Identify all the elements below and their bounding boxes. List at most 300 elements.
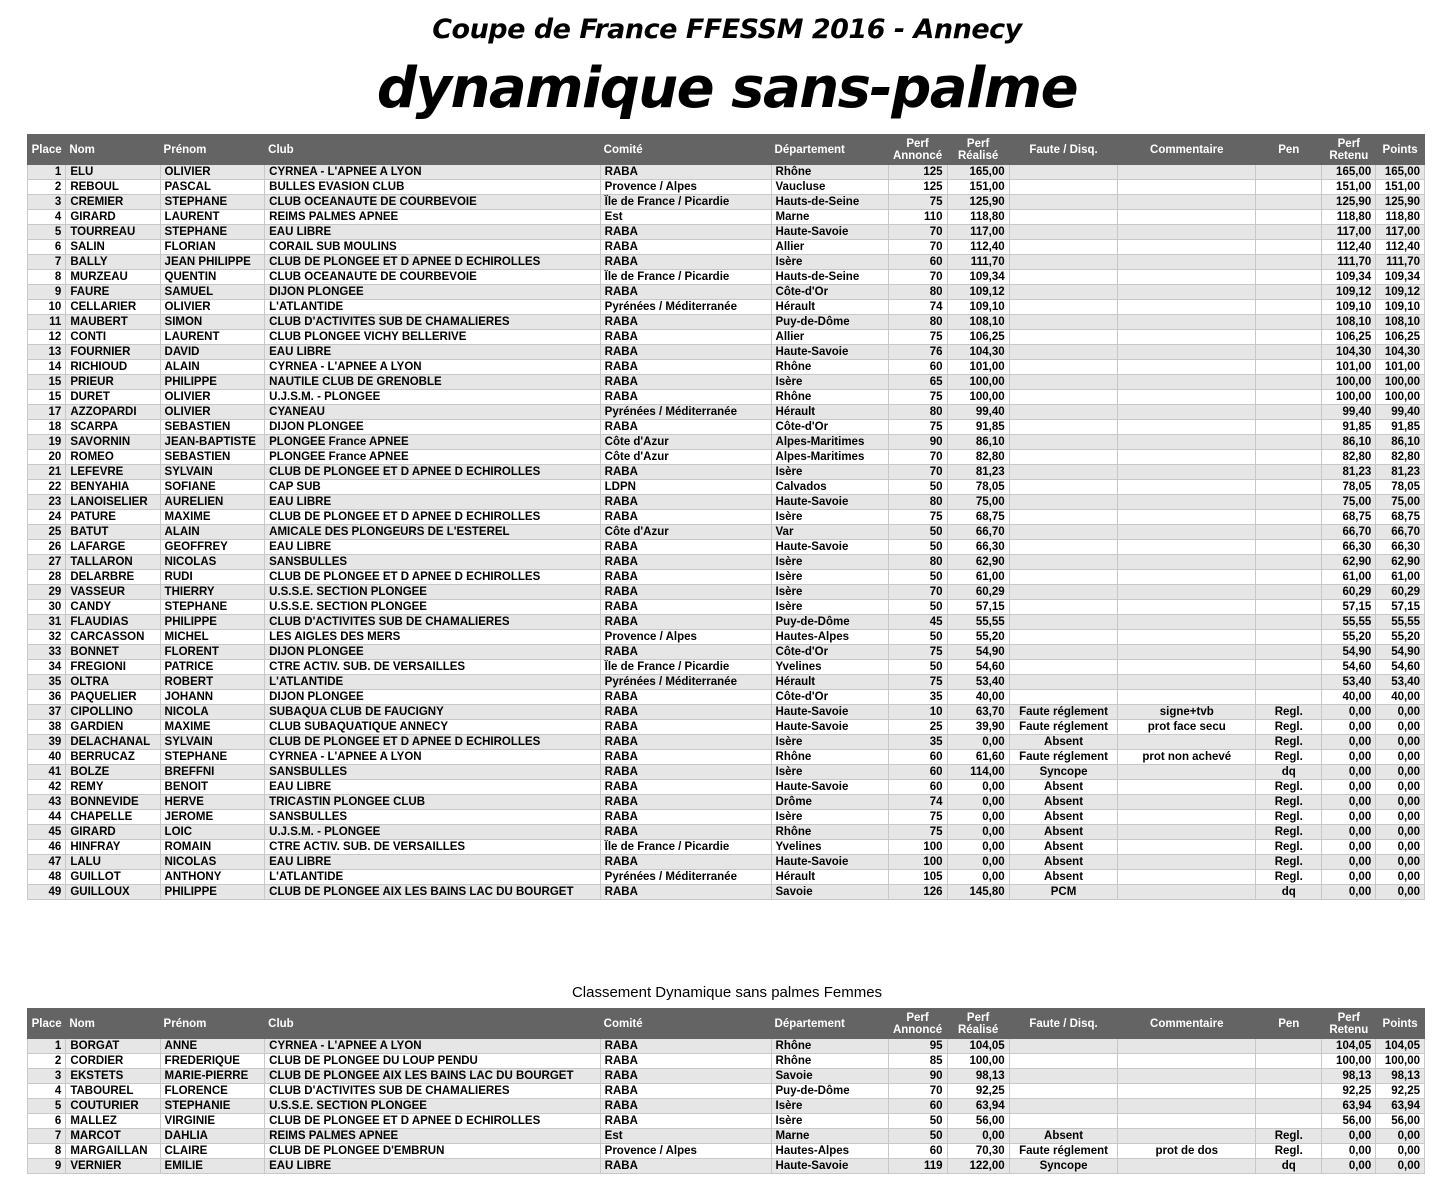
cell-club: SANSBULLES [265,810,601,825]
cell-faute [1009,600,1118,615]
cell-points: 109,10 [1376,300,1425,315]
cell-nom: REBOUL [66,180,160,195]
table-header-row [28,1009,1425,1039]
cell-perf-realise: 114,00 [947,765,1009,780]
cell-nom: BONNET [66,645,160,660]
cell-commentaire [1118,690,1256,705]
cell-perf-retenu: 104,30 [1322,345,1376,360]
col-perf-realise: Perf Réalisé [947,135,1009,165]
cell-departement: Rhône [771,1054,888,1069]
cell-faute [1009,1054,1118,1069]
cell-nom: BOLZE [66,765,160,780]
cell-perf-retenu: 56,00 [1322,1114,1376,1129]
cell-comite: RABA [600,825,771,840]
cell-place: 17 [28,405,66,420]
cell-pen [1256,480,1322,495]
col-nom: Nom [66,135,160,165]
cell-faute [1009,660,1118,675]
table-row [28,885,1425,900]
cell-place: 45 [28,825,66,840]
cell-departement: Rhône [771,390,888,405]
cell-perf-annonce: 60 [888,1144,947,1159]
cell-perf-retenu: 0,00 [1322,885,1376,900]
cell-departement: Yvelines [771,660,888,675]
cell-pen [1256,435,1322,450]
cell-nom: LANOISELIER [66,495,160,510]
cell-perf-realise: 75,00 [947,495,1009,510]
cell-club: CYRNEA - L'APNEE A LYON [265,165,601,180]
cell-faute: Faute réglement [1009,1144,1118,1159]
cell-faute [1009,1039,1118,1054]
cell-faute [1009,225,1118,240]
men-results-body [28,165,1425,900]
cell-comite: Île de France / Picardie [600,195,771,210]
cell-nom: CREMIER [66,195,160,210]
cell-comite: Provence / Alpes [600,630,771,645]
cell-nom: TALLARON [66,555,160,570]
cell-departement: Rhône [771,165,888,180]
cell-perf-retenu: 109,10 [1322,300,1376,315]
cell-club: REIMS PALMES APNEE [265,1129,601,1144]
cell-comite: Île de France / Picardie [600,660,771,675]
cell-club: CYRNEA - L'APNEE A LYON [265,360,601,375]
cell-pen [1256,285,1322,300]
cell-perf-realise: 100,00 [947,375,1009,390]
cell-perf-realise: 54,60 [947,660,1009,675]
table-row [28,375,1425,390]
cell-points: 0,00 [1376,1159,1425,1174]
cell-points: 0,00 [1376,720,1425,735]
table-row [28,750,1425,765]
cell-comite: RABA [600,765,771,780]
cell-prenom: DAHLIA [160,1129,265,1144]
cell-perf-retenu: 125,90 [1322,195,1376,210]
cell-departement: Calvados [771,480,888,495]
cell-pen [1256,585,1322,600]
cell-prenom: SOFIANE [160,480,265,495]
cell-perf-retenu: 111,70 [1322,255,1376,270]
cell-comite: RABA [600,255,771,270]
cell-perf-retenu: 61,00 [1322,570,1376,585]
cell-comite: RABA [600,885,771,900]
cell-place: 33 [28,645,66,660]
cell-commentaire [1118,1114,1256,1129]
cell-nom: MALLEZ [66,1114,160,1129]
cell-perf-realise: 91,85 [947,420,1009,435]
cell-nom: FLAUDIAS [66,615,160,630]
col-faute: Faute / Disq. [1009,1009,1118,1039]
cell-comite: Provence / Alpes [600,1144,771,1159]
cell-comite: Côte d'Azur [600,525,771,540]
cell-prenom: FREDERIQUE [160,1054,265,1069]
cell-nom: EKSTETS [66,1069,160,1084]
cell-perf-annonce: 75 [888,825,947,840]
cell-club: SANSBULLES [265,765,601,780]
cell-pen [1256,1114,1322,1129]
cell-pen: Regl. [1256,1129,1322,1144]
cell-departement: Côte-d'Or [771,645,888,660]
cell-prenom: AURELIEN [160,495,265,510]
cell-points: 111,70 [1376,255,1425,270]
cell-perf-realise: 56,00 [947,1114,1009,1129]
table-header-row [28,135,1425,165]
cell-perf-annonce: 74 [888,795,947,810]
cell-perf-realise: 145,80 [947,885,1009,900]
event-title: dynamique sans-palme [376,56,1078,121]
cell-perf-retenu: 66,70 [1322,525,1376,540]
cell-club: CLUB DE PLONGEE ET D APNEE D ECHIROLLES [265,1114,601,1129]
table-row [28,615,1425,630]
cell-place: 6 [28,1114,66,1129]
cell-nom: PAQUELIER [66,690,160,705]
cell-place: 29 [28,585,66,600]
cell-prenom: SEBASTIEN [160,450,265,465]
cell-pen [1256,630,1322,645]
cell-points: 0,00 [1376,780,1425,795]
cell-perf-annonce: 50 [888,1114,947,1129]
cell-perf-retenu: 68,75 [1322,510,1376,525]
cell-comite: RABA [600,1099,771,1114]
cell-perf-annonce: 65 [888,375,947,390]
cell-departement: Isère [771,465,888,480]
cell-nom: REMY [66,780,160,795]
cell-faute [1009,165,1118,180]
cell-departement: Puy-de-Dôme [771,315,888,330]
cell-comite: RABA [600,780,771,795]
cell-pen: Regl. [1256,795,1322,810]
cell-prenom: QUENTIN [160,270,265,285]
cell-points: 0,00 [1376,705,1425,720]
cell-perf-annonce: 90 [888,435,947,450]
table-row [28,825,1425,840]
cell-comite: RABA [600,360,771,375]
cell-perf-annonce: 60 [888,1099,947,1114]
cell-nom: VASSEUR [66,585,160,600]
cell-place: 40 [28,750,66,765]
col-commentaire: Commentaire [1118,135,1256,165]
cell-faute [1009,285,1118,300]
cell-nom: MARCOT [66,1129,160,1144]
cell-club: AMICALE DES PLONGEURS DE L'ESTEREL [265,525,601,540]
cell-perf-annonce: 10 [888,705,947,720]
table-row [28,675,1425,690]
cell-faute [1009,465,1118,480]
cell-departement: Haute-Savoie [771,540,888,555]
cell-pen [1256,1054,1322,1069]
cell-club: CLUB DE PLONGEE ET D APNEE D ECHIROLLES [265,510,601,525]
cell-perf-annonce: 50 [888,630,947,645]
cell-place: 26 [28,540,66,555]
cell-club: CLUB D'ACTIVITES SUB DE CHAMALIERES [265,615,601,630]
cell-commentaire [1118,825,1256,840]
cell-pen [1256,645,1322,660]
col-nom: Nom [66,1009,160,1039]
cell-departement: Isère [771,735,888,750]
cell-departement: Isère [771,570,888,585]
cell-perf-annonce: 74 [888,300,947,315]
cell-club: CORAIL SUB MOULINS [265,240,601,255]
table-row [28,870,1425,885]
cell-points: 117,00 [1376,225,1425,240]
cell-departement: Puy-de-Dôme [771,1084,888,1099]
cell-departement: Hérault [771,675,888,690]
cell-club: LES AIGLES DES MERS [265,630,601,645]
cell-faute [1009,1114,1118,1129]
cell-faute [1009,345,1118,360]
cell-perf-realise: 86,10 [947,435,1009,450]
cell-points: 57,15 [1376,600,1425,615]
col-place: Place [28,1009,66,1039]
cell-perf-annonce: 75 [888,420,947,435]
cell-perf-realise: 100,00 [947,390,1009,405]
cell-comite: RABA [600,570,771,585]
cell-faute: Faute réglement [1009,705,1118,720]
cell-pen [1256,615,1322,630]
cell-departement: Haute-Savoie [771,1159,888,1174]
cell-pen: Regl. [1256,855,1322,870]
cell-pen [1256,360,1322,375]
col-perf-retenu: Perf Retenu [1322,1009,1376,1039]
cell-perf-annonce: 75 [888,510,947,525]
cell-prenom: ANTHONY [160,870,265,885]
cell-commentaire [1118,660,1256,675]
cell-commentaire: prot de dos [1118,1144,1256,1159]
cell-faute [1009,690,1118,705]
cell-perf-annonce: 50 [888,540,947,555]
cell-club: CLUB DE PLONGEE ET D APNEE D ECHIROLLES [265,735,601,750]
col-points: Points [1376,1009,1425,1039]
cell-comite: RABA [600,420,771,435]
cell-place: 2 [28,180,66,195]
cell-departement: Haute-Savoie [771,720,888,735]
cell-pen: Regl. [1256,825,1322,840]
cell-prenom: LOIC [160,825,265,840]
cell-points: 106,25 [1376,330,1425,345]
cell-club: EAU LIBRE [265,780,601,795]
cell-prenom: GEOFFREY [160,540,265,555]
cell-place: 24 [28,510,66,525]
cell-departement: Isère [771,1099,888,1114]
cell-commentaire [1118,525,1256,540]
table-row [28,630,1425,645]
table-row [28,1069,1425,1084]
cell-faute: Absent [1009,780,1118,795]
cell-nom: GUILLOUX [66,885,160,900]
cell-club: CLUB DE PLONGEE ET D APNEE D ECHIROLLES [265,570,601,585]
cell-comite: LDPN [600,480,771,495]
cell-club: CLUB DE PLONGEE ET D APNEE D ECHIROLLES [265,465,601,480]
cell-perf-annonce: 110 [888,210,947,225]
col-commentaire: Commentaire [1118,1009,1256,1039]
cell-departement: Isère [771,510,888,525]
col-departement: Département [771,1009,888,1039]
cell-comite: RABA [600,1069,771,1084]
cell-place: 8 [28,1144,66,1159]
cell-points: 0,00 [1376,1129,1425,1144]
cell-perf-realise: 151,00 [947,180,1009,195]
cell-club: CLUB DE PLONGEE D'EMBRUN [265,1144,601,1159]
cell-prenom: OLIVIER [160,165,265,180]
cell-points: 68,75 [1376,510,1425,525]
cell-points: 53,40 [1376,675,1425,690]
cell-points: 55,20 [1376,630,1425,645]
cell-commentaire [1118,345,1256,360]
cell-place: 35 [28,675,66,690]
cell-pen [1256,450,1322,465]
cell-points: 100,00 [1376,1054,1425,1069]
cell-perf-retenu: 0,00 [1322,870,1376,885]
cell-perf-annonce: 75 [888,675,947,690]
cell-departement: Var [771,525,888,540]
cell-place: 12 [28,330,66,345]
cell-club: DIJON PLONGEE [265,690,601,705]
cell-points: 165,00 [1376,165,1425,180]
table-row [28,570,1425,585]
cell-comite: Île de France / Picardie [600,840,771,855]
cell-prenom: STEPHANE [160,225,265,240]
table-row [28,450,1425,465]
cell-departement: Isère [771,810,888,825]
col-comite: Comité [600,135,771,165]
cell-prenom: MICHEL [160,630,265,645]
cell-perf-realise: 78,05 [947,480,1009,495]
cell-perf-retenu: 81,23 [1322,465,1376,480]
cell-perf-realise: 98,13 [947,1069,1009,1084]
table-row [28,240,1425,255]
cell-perf-annonce: 80 [888,285,947,300]
cell-commentaire [1118,510,1256,525]
cell-perf-annonce: 80 [888,315,947,330]
cell-nom: CELLARIER [66,300,160,315]
cell-comite: Île de France / Picardie [600,270,771,285]
cell-pen [1256,240,1322,255]
cell-club: EAU LIBRE [265,225,601,240]
cell-commentaire: signe+tvb [1118,705,1256,720]
cell-club: REIMS PALMES APNEE [265,210,601,225]
cell-faute: Syncope [1009,1159,1118,1174]
cell-departement: Allier [771,330,888,345]
cell-commentaire [1118,855,1256,870]
cell-place: 44 [28,810,66,825]
cell-points: 0,00 [1376,1144,1425,1159]
cell-nom: LAFARGE [66,540,160,555]
cell-pen [1256,1099,1322,1114]
cell-faute: Absent [1009,855,1118,870]
cell-faute [1009,180,1118,195]
cell-commentaire [1118,795,1256,810]
cell-club: EAU LIBRE [265,855,601,870]
cell-perf-realise: 104,05 [947,1039,1009,1054]
cell-place: 10 [28,300,66,315]
cell-prenom: FLORENCE [160,1084,265,1099]
cell-nom: GARDIEN [66,720,160,735]
cell-points: 108,10 [1376,315,1425,330]
cell-perf-annonce: 50 [888,570,947,585]
cell-place: 15 [28,390,66,405]
cell-prenom: ROMAIN [160,840,265,855]
cell-points: 0,00 [1376,750,1425,765]
cell-faute [1009,1084,1118,1099]
cell-perf-retenu: 0,00 [1322,705,1376,720]
cell-nom: CANDY [66,600,160,615]
cell-commentaire [1118,465,1256,480]
cell-faute [1009,375,1118,390]
table-row [28,855,1425,870]
cell-perf-annonce: 70 [888,225,947,240]
cell-pen [1256,555,1322,570]
cell-comite: RABA [600,1114,771,1129]
cell-perf-retenu: 100,00 [1322,375,1376,390]
table-row [28,255,1425,270]
cell-prenom: ANNE [160,1039,265,1054]
col-perf-annonce: Perf Annoncé [888,135,947,165]
cell-nom: PRIEUR [66,375,160,390]
cell-pen: Regl. [1256,1144,1322,1159]
cell-perf-annonce: 60 [888,255,947,270]
cell-comite: RABA [600,705,771,720]
cell-prenom: PHILIPPE [160,375,265,390]
cell-pen [1256,525,1322,540]
cell-faute [1009,585,1118,600]
cell-comite: RABA [600,720,771,735]
cell-faute [1009,270,1118,285]
cell-faute: Faute réglement [1009,720,1118,735]
cell-nom: LALU [66,855,160,870]
cell-comite: Provence / Alpes [600,180,771,195]
cell-points: 78,05 [1376,480,1425,495]
cell-prenom: ROBERT [160,675,265,690]
cell-perf-realise: 101,00 [947,360,1009,375]
cell-pen [1256,345,1322,360]
cell-nom: BONNEVIDE [66,795,160,810]
cell-points: 109,34 [1376,270,1425,285]
cell-faute [1009,675,1118,690]
cell-perf-annonce: 100 [888,855,947,870]
cell-pen [1256,330,1322,345]
cell-commentaire [1118,1054,1256,1069]
cell-points: 62,90 [1376,555,1425,570]
cell-faute: Absent [1009,795,1118,810]
cell-prenom: MARIE-PIERRE [160,1069,265,1084]
cell-place: 4 [28,210,66,225]
cell-pen: Regl. [1256,720,1322,735]
women-results-body [28,1039,1425,1174]
cell-prenom: SYLVAIN [160,465,265,480]
table-row [28,735,1425,750]
cell-faute: Absent [1009,840,1118,855]
cell-perf-realise: 55,55 [947,615,1009,630]
cell-commentaire [1118,1069,1256,1084]
cell-comite: Est [600,1129,771,1144]
cell-place: 42 [28,780,66,795]
cell-club: NAUTILE CLUB DE GRENOBLE [265,375,601,390]
cell-place: 4 [28,1084,66,1099]
cell-pen [1256,690,1322,705]
cell-comite: RABA [600,1054,771,1069]
cell-perf-retenu: 0,00 [1322,855,1376,870]
cell-place: 31 [28,615,66,630]
cell-comite: RABA [600,855,771,870]
cell-perf-retenu: 0,00 [1322,720,1376,735]
cell-prenom: NICOLAS [160,855,265,870]
cell-pen [1256,465,1322,480]
cell-points: 54,90 [1376,645,1425,660]
cell-perf-realise: 0,00 [947,825,1009,840]
cell-comite: RABA [600,1084,771,1099]
cell-pen [1256,600,1322,615]
cell-comite: Pyrénées / Méditerranée [600,300,771,315]
cell-points: 91,85 [1376,420,1425,435]
